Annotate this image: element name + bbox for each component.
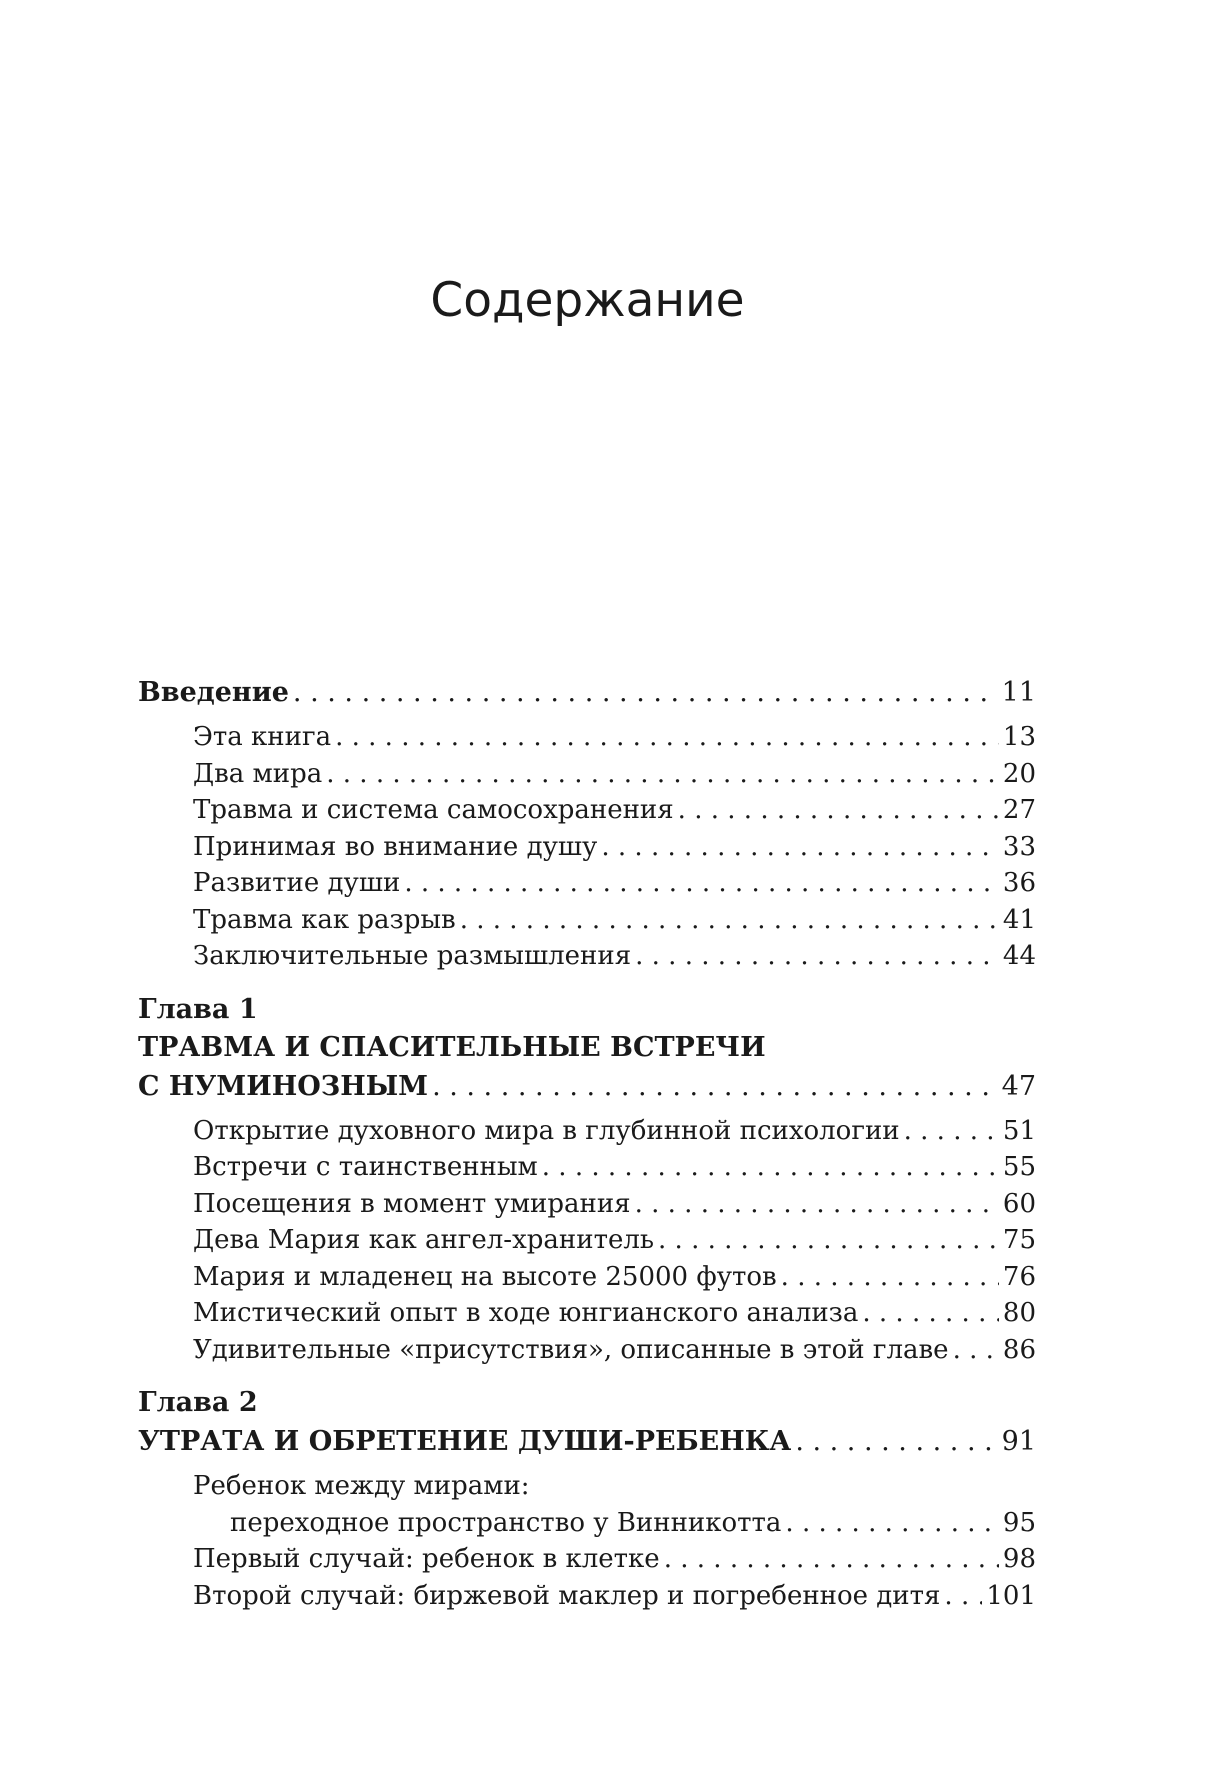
toc-entry-label: Первый случай: ребенок в клетке [193,1544,660,1574]
toc-entry-label: Мистический опыт в ходе юнгианского анализа [193,1298,859,1328]
toc-entry-label: Травма и система самосохранения [193,795,674,825]
toc-page-number: 55 [1002,1152,1036,1182]
toc-entry-label: Удивительные «присутствия», описанные в этой главе [193,1334,949,1365]
dot-leader [335,719,999,756]
toc-entry-label: Заключительные размышления [193,941,632,971]
toc-entry-label: Второй случай: биржевой маклер и погребенное дитя [193,1580,941,1611]
dot-leader [293,673,998,713]
toc-entry[interactable] [138,792,1036,829]
chapter-number: Глава 1 [138,993,258,1025]
toc-entry-label: Мария и младенец на высоте 25000 футов [193,1261,777,1292]
dot-leader [658,1222,999,1259]
toc-entry-label: Принимая во внимание душу [193,831,598,862]
toc-entry-label: Эта книга [193,722,332,752]
toc-entry-label: Травма как разрыв [193,904,456,935]
toc-entry-label: Посещения в момент умирания [193,1188,631,1219]
dot-leader [904,1113,999,1150]
dot-leader [785,1505,998,1542]
toc-entry-label: Открытие духовного мира в глубинной психологии [193,1115,900,1146]
chapter-title-line: ТРАВМА И СПАСИТЕЛЬНЫЕ ВСТРЕЧИ [138,1031,766,1063]
dot-leader [635,938,999,975]
dot-leader [944,1578,982,1615]
toc-entry[interactable] [138,1295,1036,1332]
toc-page-number: 27 [1002,795,1036,825]
toc-page-number: 51 [1002,1115,1036,1146]
toc-entry[interactable] [138,1149,1036,1186]
toc-entry[interactable] [138,1222,1036,1259]
dot-leader [542,1149,999,1186]
dot-leader [601,829,999,866]
dot-leader [678,792,999,829]
toc-entry-label: переходное пространство у Винникотта [230,1507,782,1538]
toc-entry-label: Дева Мария как ангел-хранитель [193,1225,655,1255]
toc-entry-label[interactable]: Ребенок между мирами: [193,1471,530,1501]
toc-page-number: 36 [1002,868,1036,898]
toc-page-number: 33 [1002,831,1036,862]
dot-leader [326,756,999,793]
toc-entry-label: Развитие души [193,868,401,898]
toc-entry-chapter-1[interactable] [138,1067,1036,1107]
dot-leader [432,1067,998,1107]
toc-entry-label: С НУМИНОЗНЫМ [138,1070,429,1102]
toc-entry[interactable] [138,1113,1036,1150]
toc-page-number: 47 [1001,1070,1036,1102]
dot-leader [795,1422,997,1462]
toc-page-number: 75 [1002,1225,1036,1255]
dot-leader [460,902,999,939]
page-title: Содержание [430,273,745,328]
toc-entry[interactable] [138,1259,1036,1296]
toc-entry[interactable] [138,1578,1036,1615]
toc-page-number: 98 [1002,1544,1036,1574]
toc-page-number: 60 [1002,1188,1036,1219]
toc-page-number: 91 [1001,1426,1036,1457]
toc-entry[interactable] [138,902,1036,939]
toc-entry[interactable] [138,829,1036,866]
toc-entry-chapter-2[interactable] [138,1422,1036,1462]
toc-page-number: 80 [1002,1298,1036,1328]
toc-entry[interactable] [138,938,1036,975]
toc-entry[interactable] [138,1505,1036,1542]
toc-page-number: 101 [986,1580,1036,1611]
toc-page-number: 44 [1002,941,1036,971]
toc-page-number: 41 [1002,904,1036,935]
dot-leader [635,1186,999,1223]
toc-page-number: 76 [1002,1261,1036,1292]
toc-entry[interactable] [138,865,1036,902]
toc-entry[interactable] [138,1541,1036,1578]
chapter-number: Глава 2 [138,1387,258,1418]
toc-page-number: 11 [1001,677,1036,708]
toc-page-number: 95 [1002,1507,1036,1538]
dot-leader [664,1541,999,1578]
toc-entry-label: Встречи с таинственным [193,1152,538,1182]
toc-entry-intro[interactable] [138,673,1036,713]
toc-entry-label: УТРАТА И ОБРЕТЕНИЕ ДУШИ-РЕБЕНКА [138,1426,792,1457]
dot-leader [862,1295,999,1332]
toc-entry[interactable] [138,1186,1036,1223]
toc-entry[interactable] [138,756,1036,793]
toc-entry[interactable] [138,1332,1036,1369]
toc-page-number: 86 [1002,1334,1036,1365]
dot-leader [404,865,999,902]
table-of-contents [138,673,1036,1614]
toc-entry-label: Введение [138,677,289,708]
toc-page-number: 13 [1002,722,1036,752]
dot-leader [953,1332,999,1369]
toc-page-number: 20 [1002,758,1036,789]
dot-leader [781,1259,999,1296]
toc-entry[interactable] [138,719,1036,756]
toc-entry-label: Два мира [193,758,323,789]
